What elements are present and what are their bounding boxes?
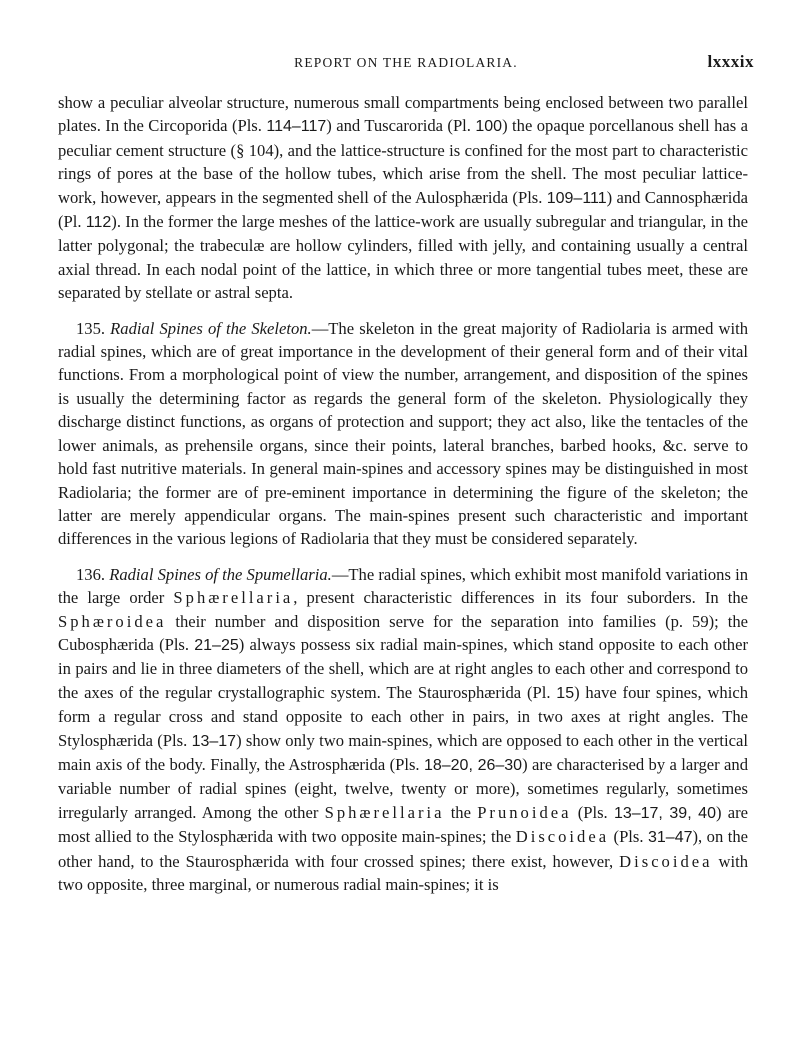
text-run: ). In the former the large meshes of the lattice-work are usually subregular and triangular, in the latter polygonal; the trabeculæ are hollow cylinders, filled with jelly, and containing usually a central axial thread. In each nodal point of the lattice, in which three or more tangential tubes meet, these are separated by stellate or astral septa.	[58, 212, 748, 303]
running-title: REPORT ON THE RADIOLARIA.	[294, 55, 518, 70]
taxon-name-spaced: Discoidea	[515, 827, 610, 847]
text-run: the	[444, 802, 478, 822]
text-run: ) and Cannosphærida (Pl.	[58, 187, 748, 232]
paragraph-136	[58, 563, 748, 897]
plate-reference: 15	[556, 684, 575, 702]
section-number: 135.	[76, 318, 106, 338]
section-number: 136.	[76, 564, 106, 584]
page-number: lxxxix	[707, 52, 754, 71]
plate-reference: 18–20, 26–30	[423, 756, 523, 774]
taxon-name-spaced: Sphærellaria	[324, 802, 445, 822]
text-run: —The skeleton in the great majority of Radiolaria is armed with radial spines, which are of great importance in the development of their general form and of their vital functions. From a morphological point of view the number, arrangement, and disposition of the spines is usually the determining factor as regards the general form of the skeleton. Physiologically they discharge distinct functions, as organs of protection and support; they act also, like the tentacles of the lower animals, as prehensile organs, since their points, lateral branches, barbed hooks, &c. serve to hold fast nutritive materials. In general main-spines and accessory spines may be distinguished in most Radiolaria; the former are of pre-eminent importance in determining the figure of the skeleton; the latter are merely appendicular organs. The main-spines present such characteristic and important differences in the various legions of Radiolaria that they must be considered separately.	[58, 318, 748, 549]
text-run: their number and disposition serve for the separation into families (p. 59); the Cubosphærida (Pls.	[58, 611, 748, 654]
text-run: ) the opaque porcellanous shell has a peculiar cement structure (§ 104), and the lattice-structure is confined for the most part to characteristic rings of pores at the base of the hollow tubes, which arise from the shell. The most peculiar lattice-work, however, appears in the segmented shell of the Aulosphærida (Pls.	[58, 116, 749, 207]
paragraph-continuation	[58, 91, 748, 305]
plate-reference: 109–111	[546, 189, 607, 207]
plate-reference: 100	[475, 118, 503, 136]
text-run: ) are most allied to the Stylosphærida with two opposite main-spines; the	[58, 802, 748, 847]
plate-reference: 13–17, 39, 40	[613, 804, 716, 822]
plate-reference: 114–117	[266, 118, 327, 136]
text-run: (Pls.	[571, 802, 614, 822]
plate-reference: 21–25	[194, 636, 239, 654]
plate-reference: 112	[85, 214, 112, 232]
plate-reference: 13–17	[191, 732, 237, 750]
text-run: ) have four spines, which form a regular cross and stand opposite to each other in pairs, in two axes at right angles. The Stylosphærida (Pls.	[58, 682, 748, 750]
running-header	[58, 52, 754, 76]
text-run: ), on the other hand, to the Staurosphærida with four crossed spines; there exist, however,	[58, 827, 748, 871]
body-text	[58, 91, 748, 896]
text-run: (Pls.	[609, 827, 648, 847]
text-run: , present characteristic differences in its four suborders. In the	[293, 588, 749, 608]
text-run: show a peculiar alveolar structure, numerous small compartments being enclosed between two parallel plates. In the Circoporida (Pls.	[58, 93, 748, 136]
taxon-name-spaced: Discoidea	[619, 851, 713, 871]
section-heading: Radial Spines of the Skeleton.	[110, 318, 312, 338]
paragraph-135	[58, 317, 748, 551]
text-run: —The radial spines, which exhibit most manifold variations in the large order	[58, 564, 748, 608]
taxon-name-spaced: Sphærellaria	[173, 588, 294, 608]
plate-reference: 31–47	[648, 829, 693, 847]
taxon-name-spaced: Sphæroidea	[58, 611, 167, 631]
section-heading: Radial Spines of the Spumellaria.	[109, 564, 332, 584]
taxon-name-spaced: Prunoidea	[477, 802, 572, 822]
text-run: ) always possess six radial main-spines, which stand opposite to each other in pairs and lie in three diameters of the shell, which are at right angles to each other and correspond to the axes of the regular crystallographic system. The Staurosphærida (Pl.	[58, 634, 748, 702]
text-run: ) show only two main-spines, which are opposed to each other in the vertical main axis of the body. Finally, the Astrosphærida (Pls.	[58, 730, 748, 774]
text-run: ) and Tuscarorida (Pl.	[326, 116, 476, 136]
text-run: ) are characterised by a larger and variable number of radial spines (eight, twelve, twenty or more), sometimes regularly, sometimes irregularly arranged. Among the other	[58, 754, 749, 822]
text-run: with two opposite, three marginal, or numerous radial main-spines; it is	[58, 851, 748, 894]
